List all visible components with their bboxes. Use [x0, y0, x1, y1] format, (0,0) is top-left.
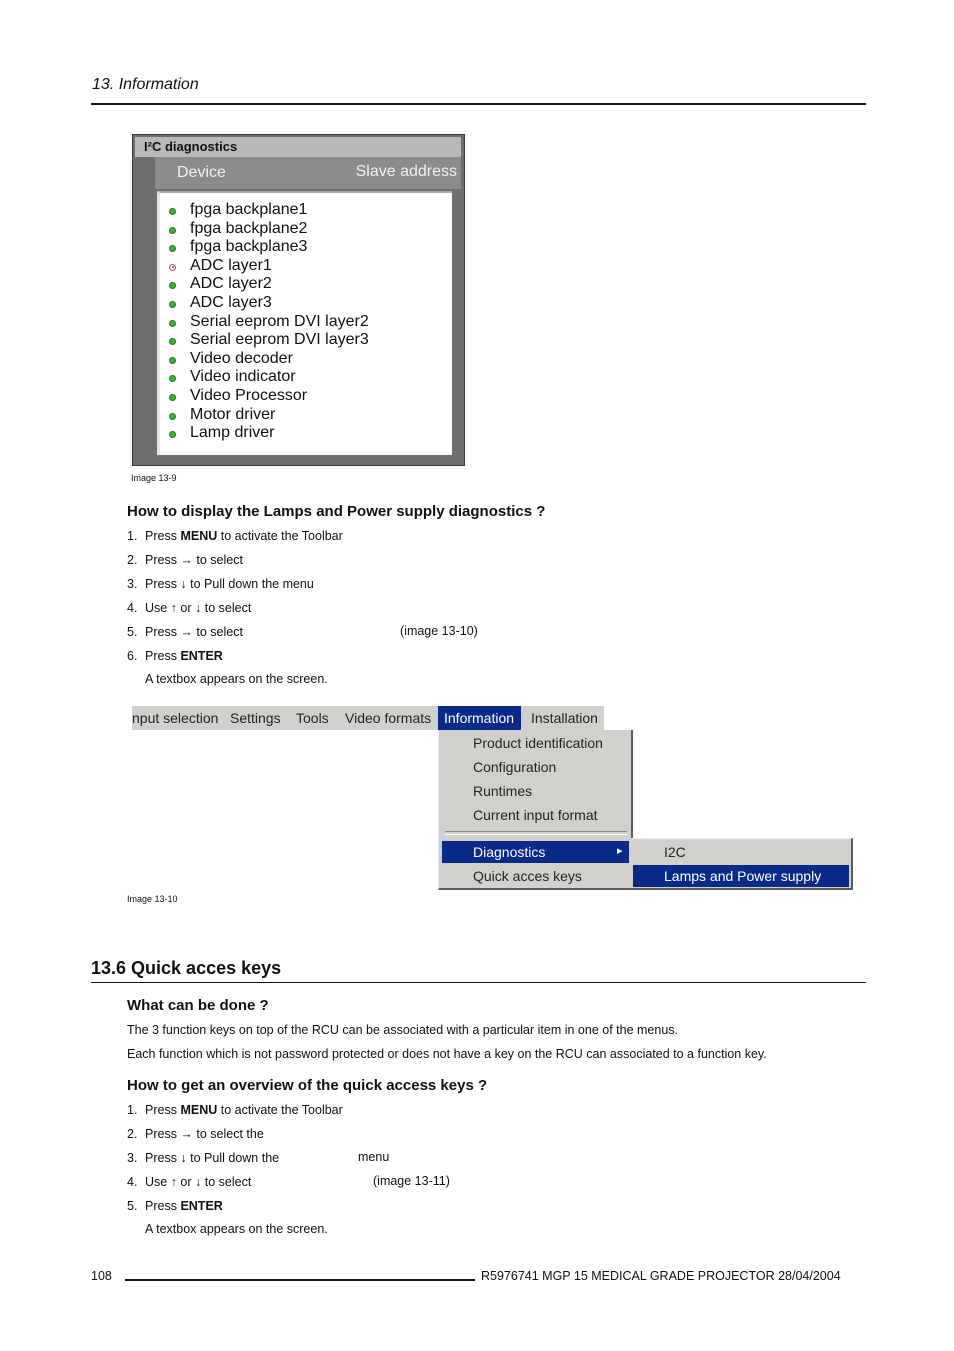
column-header-row — [155, 157, 461, 189]
status-dot-icon — [169, 413, 176, 420]
device-item: Motor driver — [190, 405, 276, 423]
step-note: A textbox appears on the screen. — [145, 1222, 328, 1236]
menu-separator — [445, 831, 627, 835]
menu-item-runtimes[interactable]: Runtimes — [473, 783, 533, 799]
submenu-item-lamps-power-supply[interactable]: Lamps and Power supply — [664, 868, 822, 884]
device-item: ADC layer3 — [190, 294, 272, 311]
status-dot-icon — [169, 227, 176, 234]
status-dot-icon — [169, 320, 176, 327]
section-heading: How to display the Lamps and Power supply diagnostics ? — [127, 503, 546, 520]
step-number: 3. — [127, 577, 138, 591]
step-item — [127, 1175, 251, 1189]
step-text: Press — [145, 649, 181, 663]
step-number: 1. — [127, 529, 138, 543]
step-item — [127, 649, 223, 663]
step-item — [127, 625, 243, 639]
step-item — [127, 529, 343, 543]
page-number: 108 — [91, 1269, 112, 1283]
menu-installation[interactable]: Installation — [531, 710, 598, 726]
step-key: MENU — [180, 1103, 218, 1117]
step-item — [127, 577, 314, 591]
step-text: Press → to select the — [145, 1127, 264, 1141]
device-item: Serial eeprom DVI layer3 — [190, 331, 369, 349]
step-item — [127, 553, 243, 567]
menu-toolbar — [132, 706, 604, 730]
menu-settings[interactable]: Settings — [230, 710, 281, 726]
section-rule — [91, 982, 866, 983]
panel-title: I²C diagnostics — [135, 137, 461, 157]
step-tail: menu — [358, 1150, 390, 1164]
subsection-heading: How to get an overview of the quick access keys ? — [127, 1077, 488, 1094]
image-reference: (image 13-10) — [400, 624, 478, 638]
column-slave-address: Slave address — [355, 163, 457, 180]
step-number: 2. — [127, 553, 138, 567]
device-item: ADC layer2 — [190, 275, 272, 293]
step-text: Use ↑ or ↓ to select — [145, 1175, 252, 1189]
device-item: fpga backplane2 — [190, 219, 308, 237]
device-item: Video indicator — [190, 368, 296, 386]
menu-item-product-identification[interactable]: Product identification — [473, 735, 603, 751]
step-key: ENTER — [180, 1199, 223, 1213]
step-text: Press ↓ to Pull down the — [145, 1151, 280, 1165]
step-text: Press — [145, 1199, 181, 1213]
step-number: 6. — [127, 649, 138, 663]
device-item: Video Processor — [190, 387, 308, 404]
device-item: fpga backplane1 — [190, 201, 308, 218]
menu-input-selection[interactable]: nput selection — [132, 710, 219, 726]
status-dot-icon — [169, 245, 176, 252]
step-key: ENTER — [180, 649, 223, 663]
section-header: 13. Information — [92, 76, 199, 93]
step-text: Press — [145, 529, 181, 543]
column-device: Device — [177, 164, 226, 181]
device-item: Video decoder — [190, 349, 293, 367]
step-number: 5. — [127, 625, 138, 639]
device-item: Lamp driver — [190, 424, 275, 442]
footer-rule — [125, 1279, 475, 1281]
step-note: A textbox appears on the screen. — [145, 672, 328, 686]
submenu-arrow-icon: ▸ — [617, 845, 623, 857]
status-dot-icon — [169, 282, 176, 289]
step-number: 1. — [127, 1103, 138, 1117]
menu-item-current-input-format[interactable]: Current input format — [473, 807, 598, 823]
image-caption: Image 13-9 — [131, 473, 177, 483]
status-dot-icon — [169, 208, 176, 215]
step-number: 2. — [127, 1127, 138, 1141]
step-item — [127, 1127, 264, 1141]
step-number: 4. — [127, 601, 138, 615]
step-text: to activate the Toolbar — [217, 529, 343, 543]
status-dot-icon — [169, 431, 176, 438]
device-item: fpga backplane3 — [190, 238, 308, 256]
step-text: to activate the Toolbar — [217, 1103, 343, 1117]
image-caption: Image 13-10 — [127, 894, 178, 904]
step-number: 3. — [127, 1151, 138, 1165]
device-list — [157, 191, 452, 455]
paragraph: The 3 function keys on top of the RCU can be associated with a particular item in one of the menus. — [127, 1023, 678, 1037]
status-dot-icon — [169, 301, 176, 308]
step-number: 4. — [127, 1175, 138, 1189]
menu-item-diagnostics[interactable]: Diagnostics — [473, 844, 546, 860]
i2c-diagnostics-panel — [132, 134, 465, 466]
submenu-item-i2c[interactable]: I2C — [664, 844, 686, 860]
menu-video-formats[interactable]: Video formats — [345, 710, 432, 726]
footer-doc-info: R5976741 MGP 15 MEDICAL GRADE PROJECTOR 28/04/2004 — [481, 1269, 841, 1283]
step-item — [127, 1151, 279, 1165]
step-text: Press — [145, 1103, 181, 1117]
step-text: Press → to select — [145, 625, 243, 639]
menu-tools[interactable]: Tools — [296, 710, 329, 726]
information-dropdown — [438, 730, 633, 890]
paragraph: Each function which is not password protected or does not have a key on the RCU can associated to a function key. — [127, 1047, 767, 1061]
step-text: Use ↑ or ↓ to select — [145, 601, 252, 615]
step-item — [127, 601, 251, 615]
step-item — [127, 1199, 223, 1213]
menu-item-quick-acces-keys[interactable]: Quick acces keys — [473, 868, 582, 884]
step-text: Press ↓ to Pull down the menu — [145, 577, 314, 591]
device-item: ADC layer1 — [190, 256, 272, 274]
device-item: Serial eeprom DVI layer2 — [190, 312, 369, 330]
step-item — [127, 1103, 343, 1117]
step-number: 5. — [127, 1199, 138, 1213]
step-key: MENU — [180, 529, 218, 543]
status-dot-icon — [169, 338, 176, 345]
diagnostics-submenu — [631, 838, 853, 890]
status-dot-icon — [169, 375, 176, 382]
header-rule — [91, 103, 866, 105]
image-reference: (image 13-11) — [373, 1174, 450, 1188]
status-dot-icon — [169, 394, 176, 401]
section-title: 13.6 Quick acces keys — [91, 958, 282, 978]
status-dot-icon — [169, 357, 176, 364]
menu-item-configuration[interactable]: Configuration — [473, 759, 557, 775]
step-text: Press → to select — [145, 553, 243, 567]
menu-information[interactable]: Information — [438, 706, 521, 730]
subsection-heading: What can be done ? — [127, 997, 269, 1014]
status-dot-icon — [169, 264, 176, 271]
